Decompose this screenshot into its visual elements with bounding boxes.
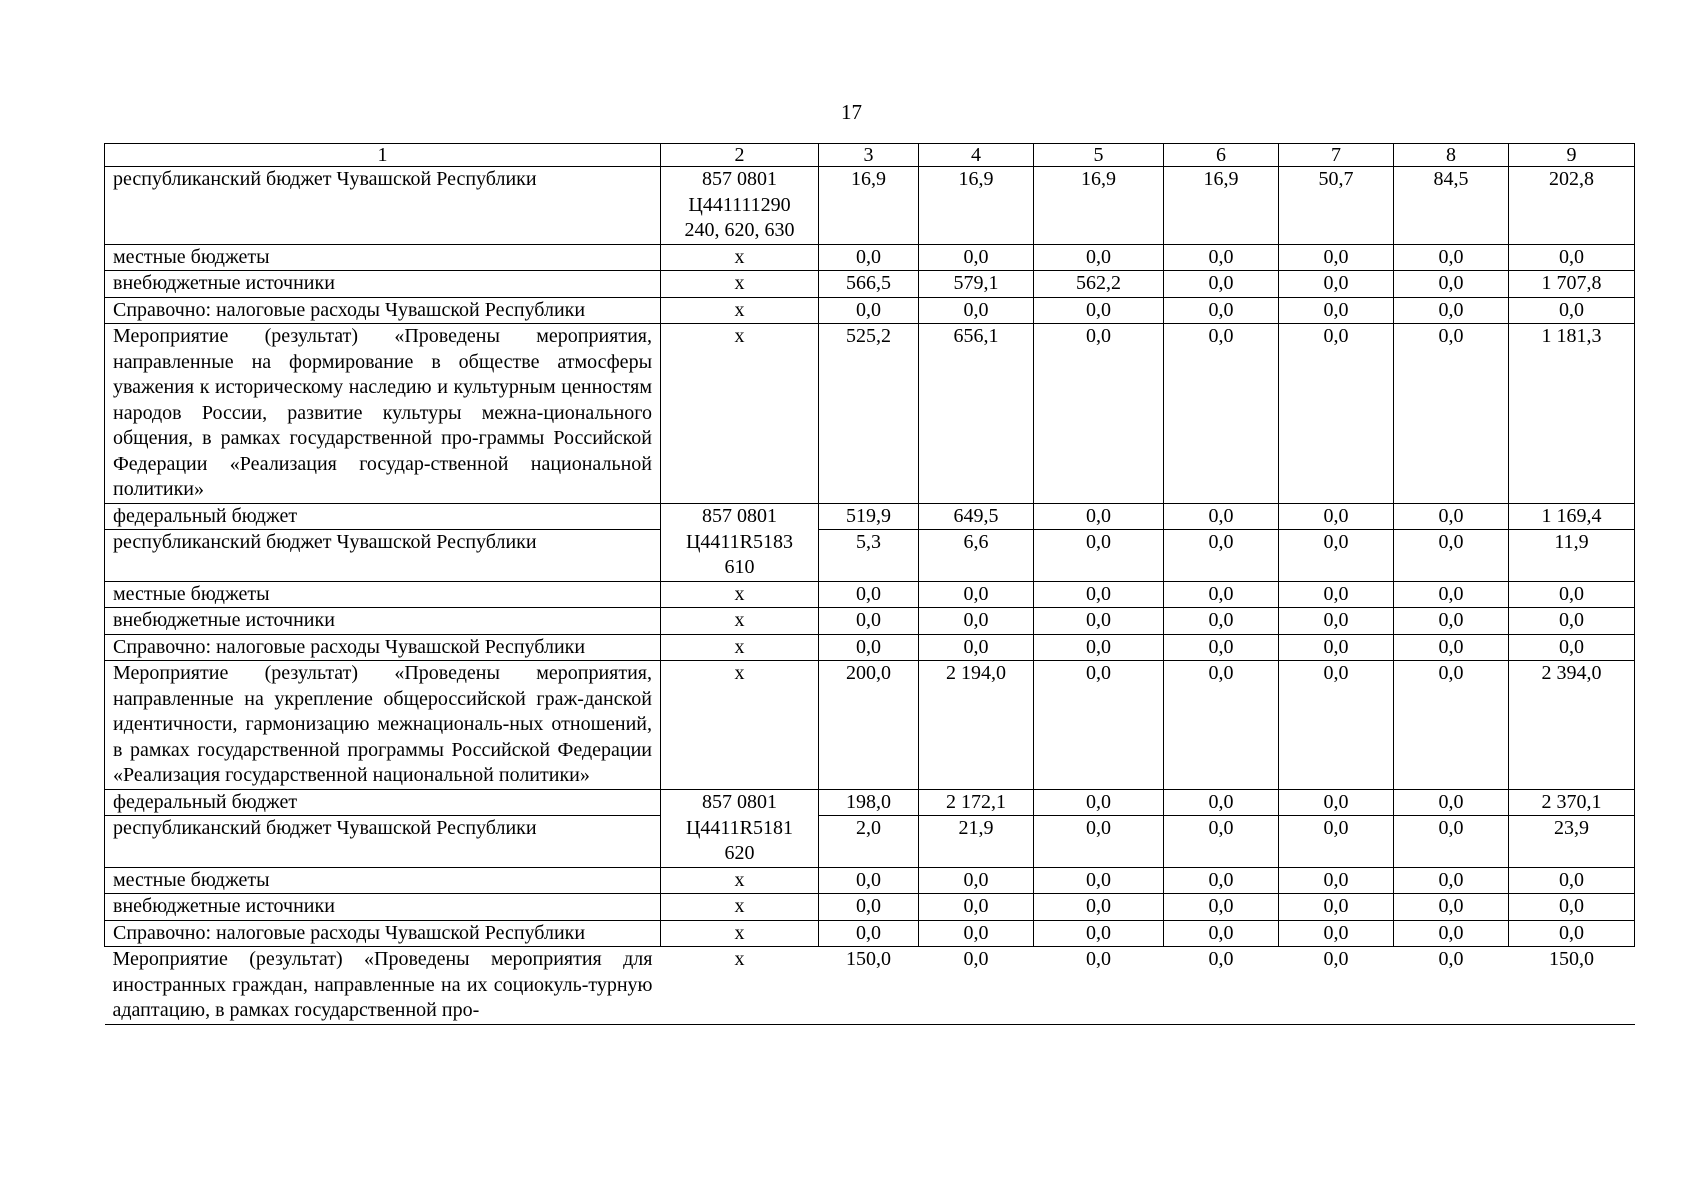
value-cell-col-8: 0,0 [1394, 920, 1509, 947]
budget-code-line: x [734, 868, 745, 891]
value-cell-col-3: 5,3 [819, 530, 919, 582]
value-cell-col-9: 0,0 [1509, 894, 1635, 921]
value-cell-col-6: 0,0 [1164, 920, 1279, 947]
value-cell-col-5: 0,0 [1034, 947, 1164, 1025]
row-label: местные бюджеты [105, 867, 661, 894]
page-number: 17 [841, 100, 862, 124]
value-cell-col-7: 0,0 [1279, 920, 1394, 947]
value-cell-col-8: 0,0 [1394, 947, 1509, 1025]
value-cell-col-4: 0,0 [919, 947, 1034, 1025]
value-cell-col-6: 0,0 [1164, 816, 1279, 868]
value-cell-col-6: 0,0 [1164, 634, 1279, 661]
value-cell-col-7: 0,0 [1279, 894, 1394, 921]
value-cell-col-5: 0,0 [1034, 503, 1164, 530]
row-label: республиканский бюджет Чувашской Республики [105, 530, 661, 582]
value-cell-col-4: 21,9 [919, 816, 1034, 868]
value-cell-col-3: 0,0 [819, 634, 919, 661]
value-cell-col-7: 0,0 [1279, 947, 1394, 1025]
budget-code [661, 244, 819, 271]
budget-code-line: x [734, 272, 745, 294]
value-cell-col-5: 0,0 [1034, 789, 1164, 816]
value-cell-col-6: 0,0 [1164, 894, 1279, 921]
table-row [105, 816, 1635, 868]
value-cell-col-9: 2 394,0 [1509, 661, 1635, 790]
table-row [105, 867, 1635, 894]
budget-code-line: x [734, 609, 745, 631]
table-row [105, 789, 1635, 816]
value-cell-col-8: 0,0 [1394, 634, 1509, 661]
budget-code-line: Ц441111290 [688, 193, 791, 216]
value-cell-col-7: 50,7 [1279, 167, 1394, 245]
value-cell-col-3: 198,0 [819, 789, 919, 816]
value-cell-col-9: 1 707,8 [1509, 271, 1635, 298]
row-label: внебюджетные источники [105, 271, 661, 298]
value-cell-col-9: 0,0 [1509, 297, 1635, 324]
table-row [105, 244, 1635, 271]
value-cell-col-8: 0,0 [1394, 661, 1509, 790]
budget-code-line: Ц4411R5183 [685, 530, 794, 553]
row-label: внебюджетные источники [105, 608, 661, 635]
table-row [105, 920, 1635, 947]
budget-code [661, 271, 819, 298]
value-cell-col-4: 0,0 [919, 894, 1034, 921]
value-cell-col-8: 0,0 [1394, 244, 1509, 271]
value-cell-col-4: 0,0 [919, 297, 1034, 324]
value-cell-col-3: 16,9 [819, 167, 919, 245]
budget-code-line: x [734, 895, 745, 917]
value-cell-col-4: 0,0 [919, 244, 1034, 271]
value-cell-col-4: 0,0 [919, 634, 1034, 661]
budget-code-line: x [734, 662, 745, 684]
value-cell-col-6: 0,0 [1164, 503, 1279, 530]
value-cell-col-6: 0,0 [1164, 244, 1279, 271]
budget-code-line: x [734, 582, 745, 605]
value-cell-col-7: 0,0 [1279, 530, 1394, 582]
value-cell-col-6: 0,0 [1164, 297, 1279, 324]
budget-code [661, 167, 819, 245]
budget-code [661, 816, 819, 868]
value-cell-col-5: 0,0 [1034, 297, 1164, 324]
value-cell-col-9: 0,0 [1509, 244, 1635, 271]
table-row [105, 503, 1635, 530]
row-label: внебюджетные источники [105, 894, 661, 921]
value-cell-col-7: 0,0 [1279, 503, 1394, 530]
column-header-4: 4 [919, 144, 1034, 167]
value-cell-col-5: 16,9 [1034, 167, 1164, 245]
value-cell-col-3: 0,0 [819, 244, 919, 271]
budget-code [661, 324, 819, 504]
table-row [105, 608, 1635, 635]
budget-code-line: x [734, 298, 745, 321]
value-cell-col-5: 0,0 [1034, 894, 1164, 921]
row-label: Справочно: налоговые расходы Чувашской Республики [105, 297, 661, 324]
header-row [105, 144, 1635, 167]
value-cell-col-6: 0,0 [1164, 608, 1279, 635]
row-label: Справочно: налоговые расходы Чувашской Республики [105, 920, 661, 947]
value-cell-col-5: 0,0 [1034, 530, 1164, 582]
value-cell-col-5: 0,0 [1034, 816, 1164, 868]
budget-code-line: x [734, 635, 745, 658]
row-label: федеральный бюджет [105, 503, 661, 530]
value-cell-col-9: 1 181,3 [1509, 324, 1635, 504]
value-cell-col-3: 200,0 [819, 661, 919, 790]
table-row [105, 581, 1635, 608]
value-cell-col-3: 0,0 [819, 867, 919, 894]
table-row [105, 947, 1635, 1025]
table-row [105, 530, 1635, 582]
value-cell-col-4: 6,6 [919, 530, 1034, 582]
value-cell-col-7: 0,0 [1279, 297, 1394, 324]
table-body [105, 167, 1635, 1025]
value-cell-col-7: 0,0 [1279, 271, 1394, 298]
column-header-2: 2 [661, 144, 819, 167]
value-cell-col-7: 0,0 [1279, 244, 1394, 271]
value-cell-col-8: 0,0 [1394, 816, 1509, 868]
row-label: федеральный бюджет [105, 789, 661, 816]
value-cell-col-3: 2,0 [819, 816, 919, 868]
value-cell-col-6: 0,0 [1164, 530, 1279, 582]
budget-code [661, 530, 819, 582]
value-cell-col-4: 0,0 [919, 867, 1034, 894]
budget-code-line: 610 [724, 556, 755, 578]
value-cell-col-3: 519,9 [819, 503, 919, 530]
value-cell-col-6: 0,0 [1164, 867, 1279, 894]
row-label: Мероприятие (результат) «Проведены мероприятия, направленные на укрепление общероссийской граж-данской идентичности, гармонизацию межнациональ-ных отношений, в рамках государственной программы Российской Федерации «Реализация государственной национальной политики» [105, 661, 661, 790]
value-cell-col-7: 0,0 [1279, 581, 1394, 608]
value-cell-col-3: 566,5 [819, 271, 919, 298]
value-cell-col-4: 0,0 [919, 920, 1034, 947]
budget-code [661, 947, 819, 1025]
value-cell-col-9: 202,8 [1509, 167, 1635, 245]
value-cell-col-4: 2 194,0 [919, 661, 1034, 790]
value-cell-col-6: 0,0 [1164, 271, 1279, 298]
value-cell-col-3: 0,0 [819, 894, 919, 921]
value-cell-col-5: 0,0 [1034, 324, 1164, 504]
value-cell-col-3: 0,0 [819, 920, 919, 947]
budget-code-line: 857 0801 [702, 790, 777, 813]
value-cell-col-8: 0,0 [1394, 608, 1509, 635]
table-row [105, 324, 1635, 504]
table-row [105, 167, 1635, 245]
table-row [105, 634, 1635, 661]
row-label: Справочно: налоговые расходы Чувашской Республики [105, 634, 661, 661]
value-cell-col-7: 0,0 [1279, 661, 1394, 790]
value-cell-col-7: 0,0 [1279, 608, 1394, 635]
value-cell-col-5: 0,0 [1034, 244, 1164, 271]
row-label: республиканский бюджет Чувашской Республики [105, 816, 661, 868]
value-cell-col-8: 0,0 [1394, 530, 1509, 582]
value-cell-col-8: 0,0 [1394, 297, 1509, 324]
value-cell-col-5: 0,0 [1034, 920, 1164, 947]
budget-code-line: 857 0801 [702, 504, 777, 527]
budget-code-line: x [734, 325, 745, 347]
value-cell-col-9: 2 370,1 [1509, 789, 1635, 816]
value-cell-col-8: 0,0 [1394, 324, 1509, 504]
value-cell-col-5: 0,0 [1034, 608, 1164, 635]
value-cell-col-6: 0,0 [1164, 947, 1279, 1025]
value-cell-col-3: 0,0 [819, 608, 919, 635]
budget-code-line: Ц4411R5181 [685, 816, 794, 839]
value-cell-col-3: 0,0 [819, 297, 919, 324]
value-cell-col-9: 0,0 [1509, 634, 1635, 661]
value-cell-col-4: 2 172,1 [919, 789, 1034, 816]
budget-code [661, 789, 819, 816]
budget-code [661, 634, 819, 661]
value-cell-col-6: 16,9 [1164, 167, 1279, 245]
value-cell-col-9: 0,0 [1509, 867, 1635, 894]
budget-code-line: x [734, 921, 745, 944]
value-cell-col-7: 0,0 [1279, 867, 1394, 894]
value-cell-col-7: 0,0 [1279, 816, 1394, 868]
table-row [105, 297, 1635, 324]
column-header-1: 1 [105, 144, 661, 167]
column-header-5: 5 [1034, 144, 1164, 167]
value-cell-col-8: 0,0 [1394, 867, 1509, 894]
value-cell-col-7: 0,0 [1279, 634, 1394, 661]
column-header-9: 9 [1509, 144, 1635, 167]
value-cell-col-6: 0,0 [1164, 789, 1279, 816]
column-header-6: 6 [1164, 144, 1279, 167]
value-cell-col-9: 150,0 [1509, 947, 1635, 1025]
value-cell-col-9: 0,0 [1509, 920, 1635, 947]
budget-code-line: 240, 620, 630 [684, 219, 795, 241]
value-cell-col-8: 0,0 [1394, 581, 1509, 608]
value-cell-col-6: 0,0 [1164, 661, 1279, 790]
value-cell-col-3: 525,2 [819, 324, 919, 504]
budget-code [661, 608, 819, 635]
budget-code-line: 857 0801 [702, 168, 777, 190]
value-cell-col-8: 0,0 [1394, 503, 1509, 530]
value-cell-col-4: 656,1 [919, 324, 1034, 504]
value-cell-col-5: 0,0 [1034, 661, 1164, 790]
value-cell-col-8: 0,0 [1394, 894, 1509, 921]
table-row [105, 271, 1635, 298]
value-cell-col-9: 1 169,4 [1509, 503, 1635, 530]
value-cell-col-5: 0,0 [1034, 634, 1164, 661]
value-cell-col-3: 0,0 [819, 581, 919, 608]
value-cell-col-4: 16,9 [919, 167, 1034, 245]
table-row [105, 894, 1635, 921]
row-label: Мероприятие (результат) «Проведены мероприятия для иностранных граждан, направленные на их социокуль-турную адаптацию, в рамках государственной про- [105, 947, 661, 1025]
budget-table [104, 143, 1635, 1025]
budget-code [661, 920, 819, 947]
value-cell-col-8: 84,5 [1394, 167, 1509, 245]
value-cell-col-8: 0,0 [1394, 271, 1509, 298]
value-cell-col-4: 579,1 [919, 271, 1034, 298]
value-cell-col-9: 23,9 [1509, 816, 1635, 868]
value-cell-col-4: 649,5 [919, 503, 1034, 530]
row-label: местные бюджеты [105, 581, 661, 608]
value-cell-col-5: 0,0 [1034, 581, 1164, 608]
budget-code-line: 620 [724, 842, 755, 864]
row-label: Мероприятие (результат) «Проведены мероприятия, направленные на формирование в обществе атмосферы уважения к историческому наследию и культурным ценностям народов России, развитие культуры межна-ционального общения, в рамках государственной про-граммы Российской Федерации «Реализация государ-ственной национальной политики» [105, 324, 661, 504]
budget-code [661, 661, 819, 790]
value-cell-col-6: 0,0 [1164, 581, 1279, 608]
column-header-7: 7 [1279, 144, 1394, 167]
budget-code [661, 581, 819, 608]
column-header-3: 3 [819, 144, 919, 167]
budget-code [661, 894, 819, 921]
value-cell-col-3: 150,0 [819, 947, 919, 1025]
budget-code-line: x [734, 245, 745, 268]
value-cell-col-4: 0,0 [919, 581, 1034, 608]
value-cell-col-7: 0,0 [1279, 324, 1394, 504]
column-header-8: 8 [1394, 144, 1509, 167]
value-cell-col-6: 0,0 [1164, 324, 1279, 504]
value-cell-col-5: 562,2 [1034, 271, 1164, 298]
table-row [105, 661, 1635, 790]
budget-code-line: x [734, 948, 745, 970]
value-cell-col-7: 0,0 [1279, 789, 1394, 816]
value-cell-col-9: 11,9 [1509, 530, 1635, 582]
value-cell-col-4: 0,0 [919, 608, 1034, 635]
value-cell-col-8: 0,0 [1394, 789, 1509, 816]
budget-code [661, 867, 819, 894]
budget-code [661, 503, 819, 530]
row-label: республиканский бюджет Чувашской Республики [105, 167, 661, 245]
value-cell-col-9: 0,0 [1509, 608, 1635, 635]
value-cell-col-5: 0,0 [1034, 867, 1164, 894]
budget-code [661, 297, 819, 324]
value-cell-col-9: 0,0 [1509, 581, 1635, 608]
row-label: местные бюджеты [105, 244, 661, 271]
